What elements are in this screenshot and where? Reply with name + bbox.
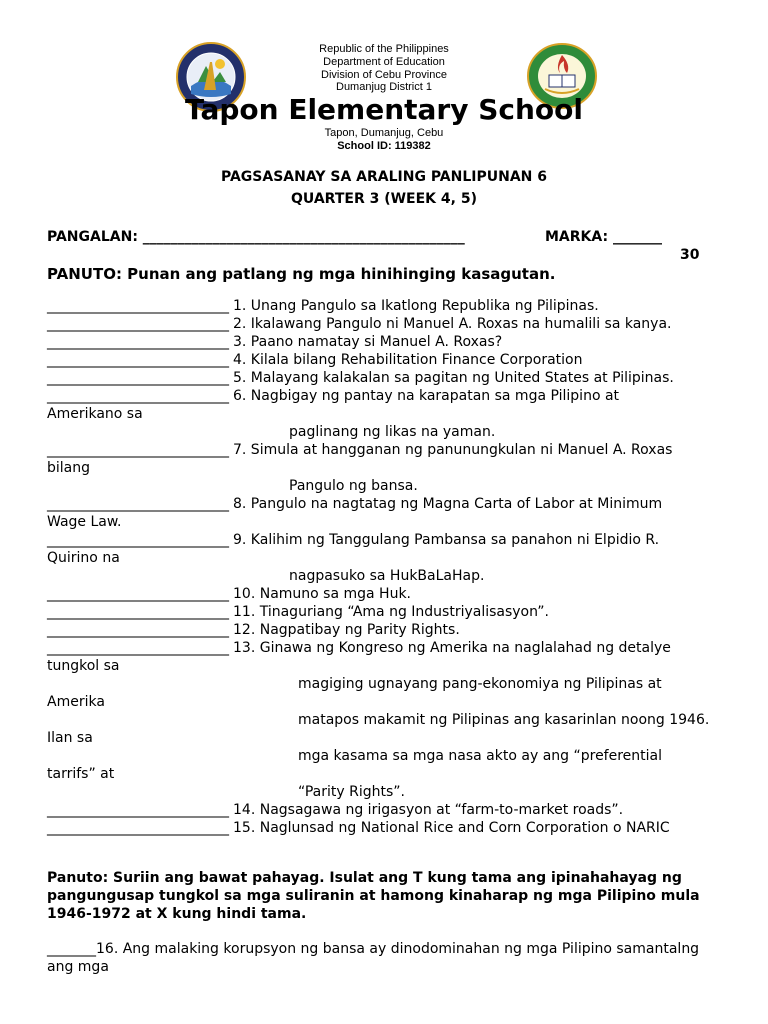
item-text: 15. Naglunsad ng National Rice and Corn Corporation o NARIC: [233, 820, 670, 836]
item-text: bilang: [47, 460, 91, 476]
item-text: 10. Namuno sa mga Huk.: [233, 586, 412, 602]
answer-blank[interactable]: __________________________: [47, 586, 229, 602]
school-id: School ID: 119382: [337, 140, 431, 152]
item-16[interactable]: _______16. Ang malaking korupsyon ng bansa ay dinodominahan ng mga Pilipino samantalng: [47, 941, 700, 957]
item-text: paglinang ng likas na yaman.: [289, 424, 496, 440]
item-text: 4. Kilala bilang Rehabilitation Finance Corporation: [233, 352, 583, 368]
answer-blank[interactable]: __________________________: [47, 352, 229, 368]
item-16-continued: ang mga: [47, 959, 109, 975]
total-score: 30: [680, 247, 700, 263]
item-text: Quirino na: [47, 550, 120, 566]
item-text: Pangulo ng bansa.: [289, 478, 418, 494]
item-text: 14. Nagsagawa ng irigasyon at “farm-to-market roads”.: [233, 802, 624, 818]
answer-item[interactable]: [47, 621, 747, 639]
item-text: 5. Malayang kalakalan sa pagitan ng United States at Pilipinas.: [233, 370, 674, 386]
answer-item[interactable]: [47, 819, 747, 837]
answer-blank[interactable]: __________________________: [47, 640, 229, 656]
item-continuation: [47, 693, 747, 711]
answer-item[interactable]: [47, 585, 747, 603]
answer-item[interactable]: [47, 801, 747, 819]
answer-item[interactable]: [47, 495, 747, 513]
item-continuation: [47, 783, 747, 801]
worksheet-subtitle: QUARTER 3 (WEEK 4, 5): [291, 191, 477, 207]
answer-blank[interactable]: __________________________: [47, 334, 229, 350]
item-text: 8. Pangulo na nagtatag ng Magna Carta of Labor at Minimum: [233, 496, 663, 512]
part2-instruction-line: 1946-1972 at X kung hindi tama.: [47, 906, 307, 922]
answer-item[interactable]: [47, 315, 747, 333]
answer-blank[interactable]: __________________________: [47, 298, 229, 314]
item-text: tarrifs” at: [47, 766, 115, 782]
item-text: 6. Nagbigay ng pantay na karapatan sa mga Pilipino at: [233, 388, 620, 404]
name-field[interactable]: PANGALAN: ______________________________________________: [47, 229, 465, 245]
answer-blank[interactable]: __________________________: [47, 622, 229, 638]
school-address: Tapon, Dumanjug, Cebu: [324, 127, 444, 139]
item-text: mga kasama sa mga nasa akto ay ang “preferential: [298, 748, 663, 764]
item-continuation: [47, 423, 747, 441]
item-continuation: [47, 513, 747, 531]
part2-instruction-line: pangungusap tungkol sa mga suliranin at hamong kinaharap ng mga Pilipino mula: [47, 888, 700, 904]
item-continuation: [47, 459, 747, 477]
item-text: nagpasuko sa HukBaLaHap.: [289, 568, 485, 584]
answer-blank[interactable]: __________________________: [47, 802, 229, 818]
item-text: 12. Nagpatibay ng Parity Rights.: [233, 622, 460, 638]
item-text: Ilan sa: [47, 730, 93, 746]
part1-instruction: PANUTO: Punan ang patlang ng mga hinihinging kasagutan.: [47, 265, 556, 283]
agency-line: Dumanjug District 1: [336, 81, 432, 93]
answer-blank[interactable]: __________________________: [47, 370, 229, 386]
item-continuation: [47, 711, 747, 729]
item-text: 11. Tinaguriang “Ama ng Industriyalisasyon”.: [233, 604, 549, 620]
item-continuation: [47, 567, 747, 585]
answer-blank[interactable]: __________________________: [47, 442, 229, 458]
answer-item[interactable]: [47, 351, 747, 369]
answer-item[interactable]: [47, 387, 747, 405]
item-text: Amerika: [47, 694, 105, 710]
item-continuation: [47, 477, 747, 495]
item-continuation: [47, 729, 747, 747]
item-text: magiging ugnayang pang-ekonomiya ng Pilipinas at: [298, 676, 662, 692]
agency-line: Division of Cebu Province: [321, 69, 447, 81]
answer-blank[interactable]: __________________________: [47, 604, 229, 620]
answer-blank[interactable]: __________________________: [47, 388, 229, 404]
school-name: Tapon Elementary School: [184, 93, 583, 126]
answer-item[interactable]: [47, 603, 747, 621]
item-text: 1. Unang Pangulo sa Ikatlong Republika ng Pilipinas.: [233, 298, 599, 314]
item-text: 2. Ikalawang Pangulo ni Manuel A. Roxas na humalili sa kanya.: [233, 316, 672, 332]
score-field[interactable]: MARKA: _______: [545, 229, 662, 245]
item-text: Wage Law.: [47, 514, 122, 530]
item-text: “Parity Rights”.: [298, 784, 405, 800]
answer-blank[interactable]: __________________________: [47, 496, 229, 512]
part2-instruction-line: Panuto: Suriin ang bawat pahayag. Isulat ang T kung tama ang ipinahahayag ng: [47, 870, 682, 886]
answer-blank[interactable]: __________________________: [47, 820, 229, 836]
answer-blank[interactable]: __________________________: [47, 316, 229, 332]
item-text: 3. Paano namatay si Manuel A. Roxas?: [233, 334, 503, 350]
item-continuation: [47, 765, 747, 783]
item-continuation: [47, 747, 747, 765]
answer-item[interactable]: [47, 297, 747, 315]
item-text: 13. Ginawa ng Kongreso ng Amerika na naglalahad ng detalye: [233, 640, 671, 656]
agency-line: Department of Education: [323, 56, 445, 68]
item-continuation: [47, 657, 747, 675]
item-continuation: [47, 675, 747, 693]
answer-item[interactable]: [47, 531, 747, 549]
item-text: 9. Kalihim ng Tanggulang Pambansa sa panahon ni Elpidio R.: [233, 532, 660, 548]
answer-item[interactable]: [47, 369, 747, 387]
item-continuation: [47, 549, 747, 567]
answer-item[interactable]: [47, 441, 747, 459]
part1-items: [47, 297, 747, 837]
item-text: Amerikano sa: [47, 406, 143, 422]
answer-item[interactable]: [47, 639, 747, 657]
agency-line: Republic of the Philippines: [319, 43, 449, 55]
item-continuation: [47, 405, 747, 423]
item-text: matapos makamit ng Pilipinas ang kasarinlan noong 1946.: [298, 712, 710, 728]
worksheet-title: PAGSASANAY SA ARALING PANLIPUNAN 6: [221, 169, 547, 185]
answer-item[interactable]: [47, 333, 747, 351]
item-text: tungkol sa: [47, 658, 120, 674]
answer-blank[interactable]: __________________________: [47, 532, 229, 548]
item-text: 7. Simula at hangganan ng panunungkulan ni Manuel A. Roxas: [233, 442, 673, 458]
